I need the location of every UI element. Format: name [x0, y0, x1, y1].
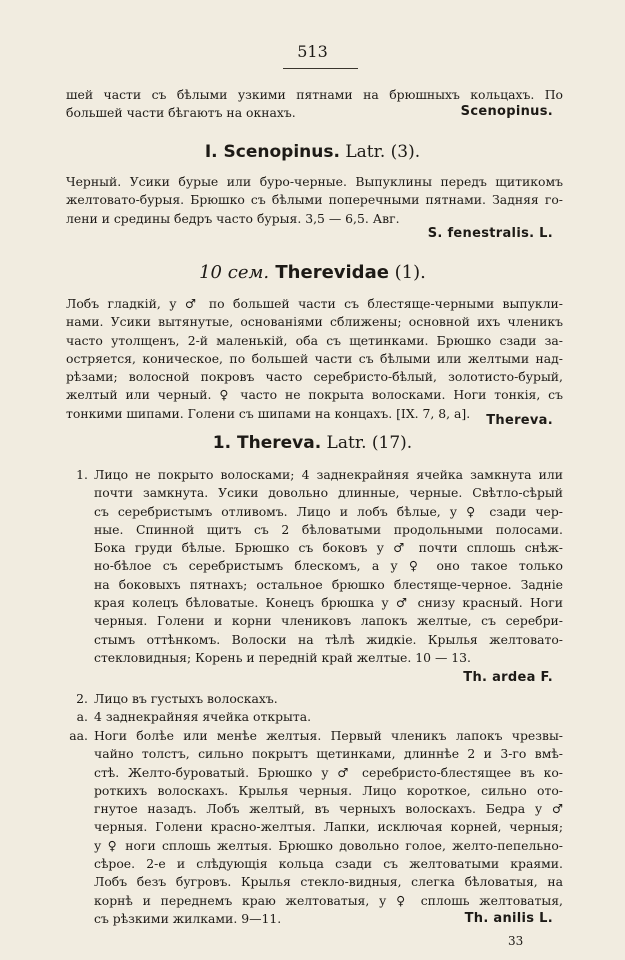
key-line: Бока груди бѣлые. Брюшко съ боковъ у ♂ почти сплошь снѣж-	[94, 540, 563, 556]
description-line: желтовато-бурыя. Брюшко съ бѣлыми поперечными пятнами. Задняя го-	[66, 192, 563, 208]
description-line: желтый или черный. ♀ часто не покрыта волосками. Ноги тонкія, съ	[66, 387, 563, 403]
species-name: S. fenestralis. L.	[427, 226, 553, 241]
key-line: гнутое назадъ. Лобъ желтый, въ черныхъ волоскахъ. Бедра у ♂	[94, 801, 563, 817]
description-line: лени и средины бедръ часто бурыя. 3,5 — 6,5. Авг.	[66, 210, 400, 226]
family-heading-rest: (1).	[388, 262, 426, 283]
key-line: съ серебристымъ отливомъ. Лицо и лобъ бѣлые, у ♀ сзади чер-	[94, 503, 563, 519]
key-line: ные. Спинной щитъ съ 2 бѣловатыми продольными полосами.	[94, 521, 563, 537]
scenopinus-description	[66, 173, 563, 228]
description-line: нами. Усики вытянутые, основаніями сближены; основной ихъ членикъ	[66, 314, 563, 330]
key-line: роткихъ волоскахъ. Крылья черныя. Лицо короткое, сильно ото-	[94, 782, 563, 798]
family-heading-italic: 10 сем.	[199, 262, 270, 283]
key-couplet-1	[66, 466, 563, 667]
key-line: чайно толстъ, сильно покрытъ щетинками, длиннѣе 2 и 3-го вмѣ-	[94, 746, 563, 762]
genus-heading-rest: Latr. (3).	[339, 142, 421, 162]
key-number: 2.	[76, 691, 88, 706]
family-heading-therevidae	[0, 262, 625, 283]
key-line: стѣ. Желто-буроватый. Брюшко у ♂ серебристо-блестящее въ ко-	[94, 764, 563, 780]
key-line: съ рѣзкими жилками. 9—11.	[94, 910, 282, 926]
header-rule	[283, 68, 358, 69]
genus-heading-thereva	[0, 433, 625, 453]
key-line: черныя. Голени и корни члениковъ лапокъ желтые, съ серебри-	[94, 613, 563, 629]
key-couplet-a	[66, 708, 563, 726]
key-line: Лицо въ густыхъ волоскахъ.	[94, 691, 278, 706]
page-number: 513	[297, 42, 328, 61]
description-line: часто утолщенъ, 2-й маленькій, оба съ щетинками. Брюшко сзади за-	[66, 332, 563, 348]
description-line: тонкими шипами. Голени съ шипами на концахъ. [IX. 7, 8, a].	[66, 405, 471, 421]
key-line: края колецъ бѣловатые. Конецъ брюшка у ♂ снизу красный. Ноги	[94, 595, 563, 611]
key-line: почти замкнута. Усики довольно длинные, черные. Свѣтло-сѣрый	[94, 485, 563, 501]
key-line: у ♀ ноги сплошь желтыя. Брюшко довольно голое, желто-пепельно-	[94, 837, 563, 853]
description-line: Черный. Усики бурые или буро-черные. Выпуклины передъ щитикомъ	[66, 174, 563, 189]
intro-line: шей части съ бѣлыми узкими пятнами на брюшныхъ кольцахъ. По	[66, 87, 563, 102]
key-line: но-бѣлое съ серебристымъ блескомъ, а у ♀ оно такое только	[94, 558, 563, 574]
key-line: сѣрое. 2-е и слѣдующія кольца сзади съ желтоватыми краями.	[94, 856, 563, 872]
key-line: стымъ оттѣнкомъ. Волоски на тѣлѣ жидкіе. Крылья желтовато-	[94, 631, 563, 647]
key-line: Лицо не покрыто волосками; 4 заднекрайняя ячейка замкнута или	[94, 467, 563, 482]
signature-mark: 33	[508, 934, 524, 948]
genus-heading-scenopinus	[0, 142, 625, 162]
description-line: остряется, коническое, по большей части съ бѣлыми или желтыми над-	[66, 350, 563, 366]
genus-heading-bold: 1. Thereva.	[212, 433, 322, 453]
key-line: стекловидныя; Корень и передній край желтые. 10 — 13.	[94, 649, 472, 665]
key-line: черныя. Голени красно-желтыя. Лапки, исключая корней, черныя;	[94, 819, 563, 835]
key-couplet-aa	[66, 727, 563, 928]
intro-line: большей части бѣгаютъ на окнахъ.	[66, 105, 296, 121]
species-name: Th. ardea F.	[463, 670, 553, 685]
description-line: рѣзами; волосной покровъ часто серебристо-бѣлый, золотисто-бурый,	[66, 369, 563, 385]
intro-genus-name: Scenopinus.	[460, 104, 553, 119]
key-line: корнѣ и переднемъ краю желтоватыя, у ♀ сплошь желтоватыя,	[94, 892, 563, 908]
key-line: Лобъ безъ бугровъ. Крылья стекло-видныя, слегка бѣловатыя, на	[94, 874, 563, 890]
key-line: Ноги болѣе или менѣе желтыя. Первый членикъ лапокъ чрезвы-	[94, 728, 563, 743]
key-couplet-2	[66, 690, 563, 708]
key-number: aa.	[69, 728, 88, 743]
key-line: 4 заднекрайняя ячейка открыта.	[94, 709, 312, 724]
family-heading-bold: Therevidae	[269, 262, 389, 283]
key-line: на боковыхъ пятнахъ; остальное брюшко блестяще-черное. Задніе	[94, 576, 563, 592]
genus-heading-bold: I. Scenopinus.	[204, 142, 340, 162]
description-line: Лобъ гладкій, у ♂ по большей части съ блестяще-черными выпукли-	[66, 296, 563, 311]
key-number: a.	[76, 709, 88, 724]
species-name: Th. anilis L.	[464, 911, 553, 926]
key-number: 1.	[76, 467, 88, 482]
family-description	[66, 295, 563, 423]
family-genus-name: Thereva.	[486, 413, 553, 428]
genus-heading-rest: Latr. (17).	[321, 433, 413, 453]
